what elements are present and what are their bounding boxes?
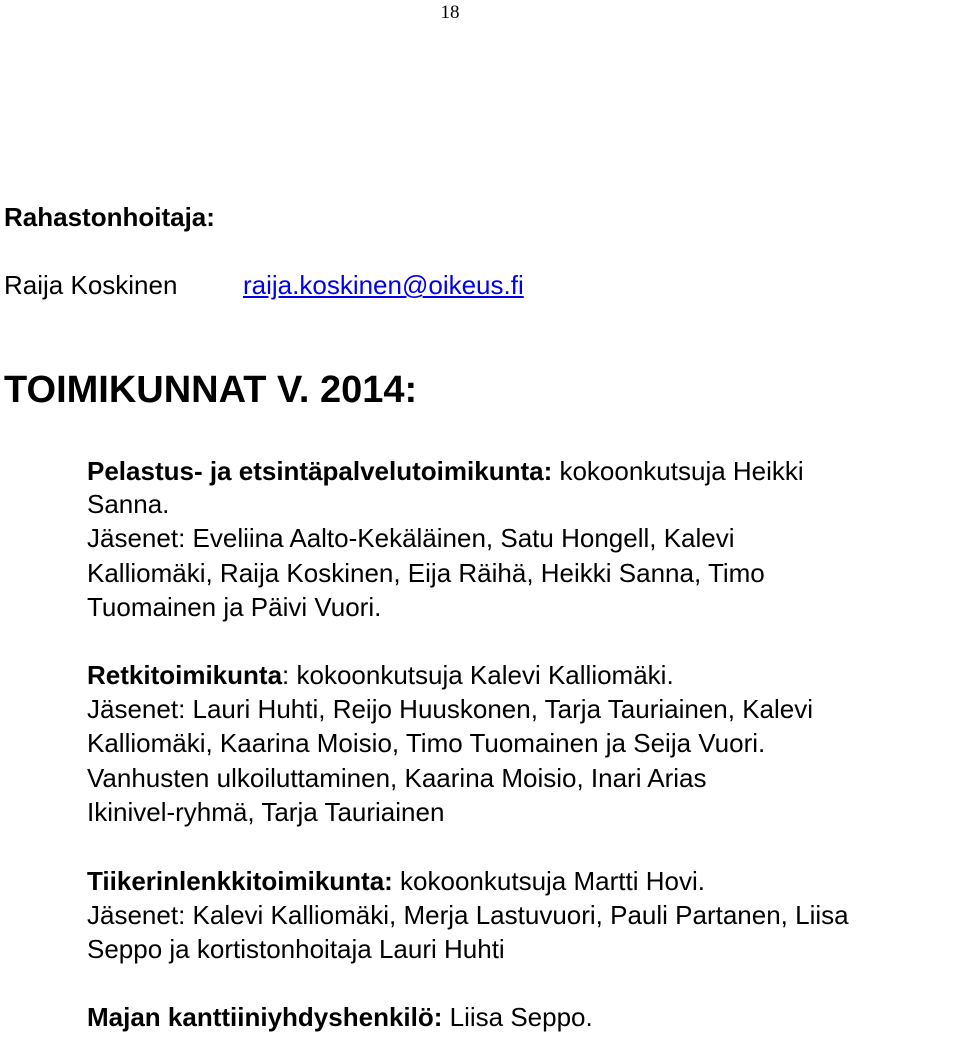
treasurer-row bbox=[4, 270, 177, 300]
rescue-committee-members-line3: Tuomainen ja Päivi Vuori. bbox=[87, 592, 382, 622]
hiking-committee-members-line2: Kalliomäki, Kaarina Moisio, Timo Tuomainen ja Seija Vuori. bbox=[87, 728, 766, 758]
rescue-committee-members-line1: Jäsenet: Eveliina Aalto-Kekäläinen, Satu Hongell, Kalevi bbox=[87, 523, 735, 553]
canteen-contact-title: Majan kanttiiniyhdyshenkilö: bbox=[87, 1002, 443, 1032]
treasurer-heading: Rahastonhoitaja: bbox=[4, 202, 215, 232]
hiking-committee-convener: : kokoonkutsuja Kalevi Kalliomäki. bbox=[282, 660, 674, 690]
hiking-committee-title: Retkitoimikunta bbox=[87, 660, 283, 690]
tiger-committee-members-line1: Jäsenet: Kalevi Kalliomäki, Merja Lastuvuori, Pauli Partanen, Liisa bbox=[87, 900, 849, 930]
treasurer-email-link[interactable]: raija.koskinen@oikeus.fi bbox=[243, 270, 524, 300]
hiking-committee-members-line1: Jäsenet: Lauri Huhti, Reijo Huuskonen, Tarja Tauriainen, Kalevi bbox=[87, 694, 814, 724]
tiger-committee-members-line2: Seppo ja kortistonhoitaja Lauri Huhti bbox=[87, 934, 505, 964]
committees-heading: TOIMIKUNNAT V. 2014: bbox=[4, 369, 418, 411]
rescue-committee-title: Pelastus- ja etsintäpalvelutoimikunta: bbox=[87, 456, 553, 486]
rescue-committee-convener-cont: Sanna. bbox=[87, 489, 170, 519]
hiking-committee-line1 bbox=[87, 660, 674, 690]
tiger-committee-title: Tiikerinlenkkitoimikunta: bbox=[87, 866, 393, 896]
hiking-committee-extra-line2: Ikinivel-ryhmä, Tarja Tauriainen bbox=[87, 797, 445, 827]
tiger-committee-line1 bbox=[87, 866, 705, 896]
rescue-committee-convener: kokoonkutsuja Heikki bbox=[552, 456, 804, 486]
rescue-committee-line1 bbox=[87, 456, 804, 486]
rescue-committee-members-line2: Kalliomäki, Raija Koskinen, Eija Räihä, Heikki Sanna, Timo bbox=[87, 558, 765, 588]
hiking-committee-extra-line1: Vanhusten ulkoiluttaminen, Kaarina Moisio, Inari Arias bbox=[87, 763, 707, 793]
page-number: 18 bbox=[440, 2, 460, 23]
canteen-contact-line bbox=[87, 1002, 593, 1032]
treasurer-name: Raija Koskinen bbox=[4, 270, 178, 300]
tiger-committee-convener: kokoonkutsuja Martti Hovi. bbox=[392, 866, 705, 896]
canteen-contact-person: Liisa Seppo. bbox=[442, 1002, 593, 1032]
